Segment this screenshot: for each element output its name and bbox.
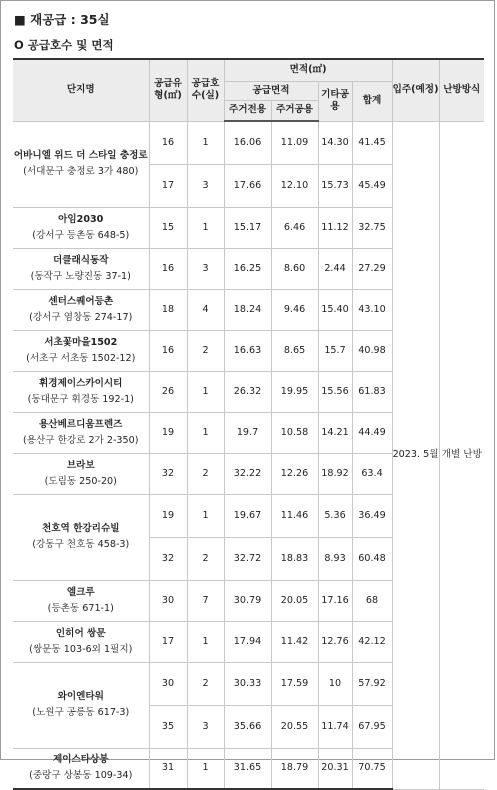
residential-exclusive-cell: 16.63 [224, 330, 271, 371]
header-complex: 단지명 [13, 59, 149, 121]
residential-exclusive-cell: 16.06 [224, 121, 271, 164]
complex-address: (동대문구 휘경동 192-1) [27, 393, 134, 405]
supply-units-cell: 1 [187, 412, 224, 453]
header-movein: 입주(예정) [392, 59, 439, 121]
complex-name: 와이엔타워 [57, 691, 104, 703]
header-residential-common: 주거공용 [271, 100, 318, 121]
supply-type-cell: 31 [149, 748, 187, 789]
header-total: 합계 [352, 81, 392, 121]
complex-address: (서대문구 충정로 3가 480) [23, 166, 139, 177]
other-common-cell: 14.30 [318, 121, 352, 164]
supply-type-cell: 16 [149, 121, 187, 164]
other-common-cell: 8.93 [318, 537, 352, 580]
residential-common-cell: 20.05 [271, 580, 318, 621]
residential-exclusive-cell: 30.33 [224, 662, 271, 705]
total-cell: 68 [352, 580, 392, 621]
other-common-cell: 14.21 [318, 412, 352, 453]
other-common-cell: 5.36 [318, 494, 352, 537]
complex-address: (동작구 노량진동 37-1) [30, 270, 131, 282]
complex-name-cell [13, 494, 149, 580]
complex-name-cell [13, 330, 149, 371]
total-cell: 36.49 [352, 494, 392, 537]
total-cell: 61.83 [352, 371, 392, 412]
other-common-cell: 11.12 [318, 207, 352, 248]
supply-units-cell: 1 [187, 748, 224, 789]
complex-name-cell [13, 748, 149, 789]
supply-type-cell: 32 [149, 453, 187, 494]
supply-units-cell: 2 [187, 330, 224, 371]
residential-exclusive-cell: 19.67 [224, 494, 271, 537]
complex-address: (중랑구 상봉동 109-34) [29, 770, 133, 782]
section-heading: ■ 재공급 : 35실 [14, 12, 110, 27]
residential-common-cell: 8.65 [271, 330, 318, 371]
supply-units-cell: 1 [187, 121, 224, 164]
heating-cell: 개별 난방 [439, 121, 484, 789]
total-cell: 41.45 [352, 121, 392, 164]
header-supply-units: 공급호수(실) [187, 59, 224, 121]
residential-common-cell: 10.58 [271, 412, 318, 453]
complex-name-cell [13, 580, 149, 621]
residential-common-cell: 9.46 [271, 289, 318, 330]
total-cell: 57.92 [352, 662, 392, 705]
residential-exclusive-cell: 30.79 [224, 580, 271, 621]
complex-name-cell [13, 289, 149, 330]
residential-common-cell: 11.46 [271, 494, 318, 537]
total-cell: 42.12 [352, 621, 392, 662]
header-supply-area: 공급면적 [224, 81, 318, 100]
supply-type-cell: 30 [149, 580, 187, 621]
supply-type-cell: 19 [149, 412, 187, 453]
other-common-cell: 15.7 [318, 330, 352, 371]
other-common-cell: 10 [318, 662, 352, 705]
residential-exclusive-cell: 17.66 [224, 164, 271, 207]
complex-name: 제이스타상봉 [52, 754, 109, 766]
residential-common-cell: 6.46 [271, 207, 318, 248]
complex-name: 인히어 쌍문 [55, 627, 106, 639]
supply-units-cell: 2 [187, 537, 224, 580]
total-cell: 44.49 [352, 412, 392, 453]
total-cell: 43.10 [352, 289, 392, 330]
residential-exclusive-cell: 15.17 [224, 207, 271, 248]
complex-address: (강서구 염창동 274-17) [29, 311, 133, 323]
other-common-cell: 15.40 [318, 289, 352, 330]
supply-units-cell: 2 [187, 453, 224, 494]
residential-common-cell: 12.10 [271, 164, 318, 207]
residential-exclusive-cell: 17.94 [224, 621, 271, 662]
complex-name: 용산베르디움프렌즈 [39, 418, 123, 430]
residential-common-cell: 11.09 [271, 121, 318, 164]
total-cell: 27.29 [352, 248, 392, 289]
complex-address: (강동구 천호동 458-3) [32, 539, 130, 550]
complex-address: (도림동 250-20) [44, 475, 117, 487]
supply-units-cell: 3 [187, 164, 224, 207]
header-area: 면적(㎡) [224, 59, 392, 81]
complex-name-cell [13, 453, 149, 494]
supply-type-cell: 26 [149, 371, 187, 412]
supply-type-cell: 16 [149, 330, 187, 371]
header-heating: 난방방식 [439, 59, 484, 121]
complex-address: (서초구 서초동 1502-12) [26, 352, 136, 364]
supply-units-cell: 1 [187, 207, 224, 248]
residential-common-cell: 12.26 [271, 453, 318, 494]
complex-address: (노원구 공릉동 617-3) [32, 707, 130, 718]
supply-type-cell: 35 [149, 705, 187, 748]
residential-exclusive-cell: 18.24 [224, 289, 271, 330]
residential-exclusive-cell: 32.22 [224, 453, 271, 494]
complex-address: (용산구 한강로 2가 2-350) [23, 434, 139, 446]
total-cell: 40.98 [352, 330, 392, 371]
supply-type-cell: 30 [149, 662, 187, 705]
complex-name: 브라보 [66, 459, 95, 471]
complex-name-cell [13, 371, 149, 412]
header-supply-type: 공급유형(㎡) [149, 59, 187, 121]
total-cell: 60.48 [352, 537, 392, 580]
other-common-cell: 12.76 [318, 621, 352, 662]
complex-name-cell [13, 248, 149, 289]
complex-name: 엘크루 [66, 586, 95, 598]
residential-common-cell: 18.79 [271, 748, 318, 789]
total-cell: 32.75 [352, 207, 392, 248]
other-common-cell: 15.56 [318, 371, 352, 412]
header-residential-exclusive: 주거전용 [224, 100, 271, 121]
complex-address: (등촌동 671-1) [47, 602, 114, 614]
total-cell: 45.49 [352, 164, 392, 207]
supply-type-cell: 17 [149, 164, 187, 207]
complex-name: 서초꽃마을1502 [44, 336, 118, 348]
other-common-cell: 18.92 [318, 453, 352, 494]
supply-units-cell: 4 [187, 289, 224, 330]
complex-name-cell [13, 662, 149, 748]
complex-address: (강서구 등촌동 648-5) [32, 229, 130, 241]
other-common-cell: 17.16 [318, 580, 352, 621]
complex-name: 휘경제이스카이시티 [39, 377, 123, 389]
supply-units-cell: 7 [187, 580, 224, 621]
other-common-cell: 2.44 [318, 248, 352, 289]
residential-exclusive-cell: 31.65 [224, 748, 271, 789]
supply-type-cell: 16 [149, 248, 187, 289]
residential-common-cell: 18.83 [271, 537, 318, 580]
complex-name: 어바니엘 위드 더 스타일 충정로 [13, 150, 148, 162]
complex-name: 아임2030 [58, 213, 104, 225]
other-common-cell: 20.31 [318, 748, 352, 789]
supply-units-cell: 3 [187, 705, 224, 748]
residential-exclusive-cell: 26.32 [224, 371, 271, 412]
supply-type-cell: 32 [149, 537, 187, 580]
complex-name-cell [13, 121, 149, 207]
header-other-common: 기타공용 [318, 81, 352, 121]
table-row [13, 121, 484, 164]
other-common-cell: 15.73 [318, 164, 352, 207]
supply-area-table [13, 58, 484, 790]
residential-common-cell: 8.60 [271, 248, 318, 289]
complex-address: (쌍문동 103-6외 1필지) [29, 643, 133, 655]
supply-units-cell: 1 [187, 371, 224, 412]
total-cell: 67.95 [352, 705, 392, 748]
residential-common-cell: 17.59 [271, 662, 318, 705]
residential-exclusive-cell: 35.66 [224, 705, 271, 748]
total-cell: 70.75 [352, 748, 392, 789]
supply-type-cell: 15 [149, 207, 187, 248]
complex-name-cell [13, 412, 149, 453]
other-common-cell: 11.74 [318, 705, 352, 748]
complex-name: 천호역 한강리슈빌 [42, 523, 120, 535]
table-body [13, 121, 484, 789]
movein-cell: 2023. 5월 [392, 121, 439, 789]
supply-type-cell: 18 [149, 289, 187, 330]
residential-common-cell: 11.42 [271, 621, 318, 662]
supply-type-cell: 17 [149, 621, 187, 662]
residential-exclusive-cell: 32.72 [224, 537, 271, 580]
supply-units-cell: 2 [187, 662, 224, 705]
supply-units-cell: 1 [187, 494, 224, 537]
complex-name-cell [13, 207, 149, 248]
complex-name-cell [13, 621, 149, 662]
complex-name: 더클래식동작 [52, 254, 109, 266]
supply-units-cell: 3 [187, 248, 224, 289]
section-subheading: O 공급호수 및 면적 [14, 38, 114, 52]
supply-units-cell: 1 [187, 621, 224, 662]
residential-exclusive-cell: 16.25 [224, 248, 271, 289]
residential-common-cell: 19.95 [271, 371, 318, 412]
residential-exclusive-cell: 19.7 [224, 412, 271, 453]
total-cell: 63.4 [352, 453, 392, 494]
supply-type-cell: 19 [149, 494, 187, 537]
complex-name: 센터스퀘어등촌 [48, 295, 114, 307]
residential-common-cell: 20.55 [271, 705, 318, 748]
